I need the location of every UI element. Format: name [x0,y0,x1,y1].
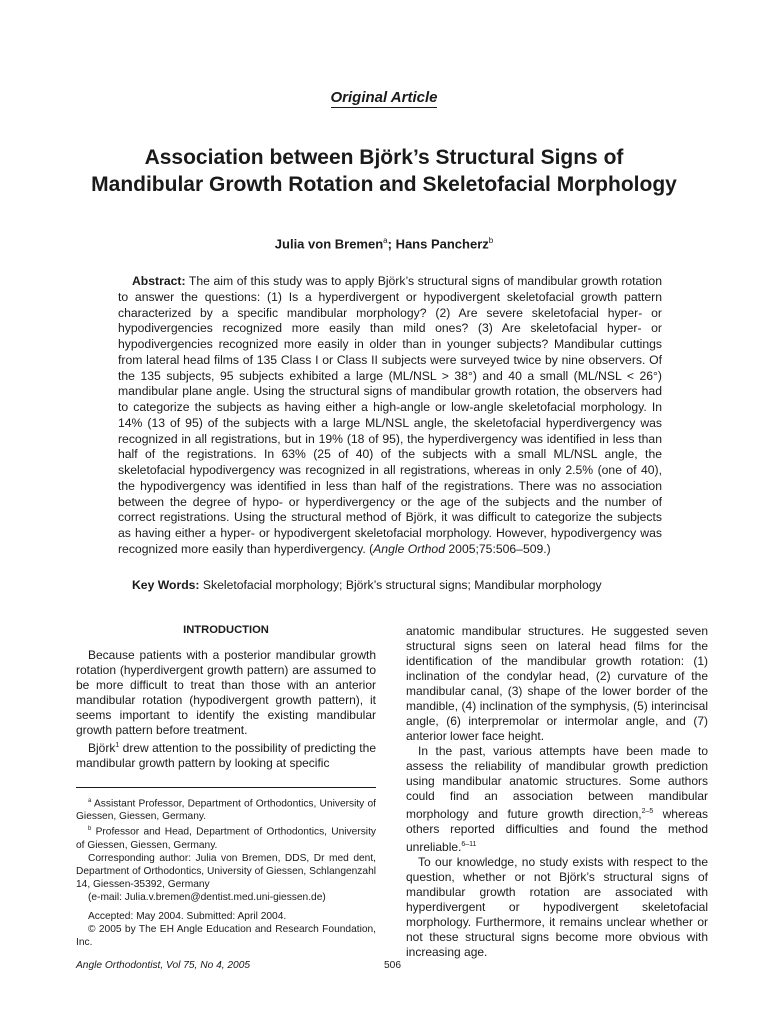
footnote-divider [76,787,376,788]
author-2-affiliation: b [488,236,494,245]
footnote-b-text: Professor and Head, Department of Orthodontics, University of Giessen, Giessen, Germany. [76,826,376,851]
introduction-heading: INTRODUCTION [183,624,269,636]
intro-paragraph-4: To our knowledge, no study exists with respect to the question, whether or not Björk’s structural signs of mandibular growth rotation are associated with hyperdivergent or hypodivergent skeletofacial morphology. Furthermore, it remains unclear whether or not these structural signs become more obvious with increasing age. [406,855,708,959]
keywords-text: Skeletofacial morphology; Björk’s structural signs; Mandibular morphology [199,578,602,592]
intro-paragraph-2-text: drew attention to the possibility of predicting the mandibular growth pattern by looking at specific [76,741,376,770]
author-1: Julia von Bremen [274,236,384,252]
footnote-b-marker: b [88,826,92,833]
intro-paragraph-3-text-2: whereas others reported difficulties and found the method unreliable. [406,807,708,854]
page-number: 506 [384,960,401,971]
section-label-text: Original Article [330,89,438,106]
article-title: Association between Björk’s Structural Signs of Mandibular Growth Rotation and Skeletofacial Morphology [91,146,677,196]
keywords [118,578,662,594]
left-column [76,624,376,771]
footnote-a [76,795,376,823]
corresponding-email: (e-mail: Julia.v.bremen@dentist.med.uni-giessen.de) [88,891,326,903]
abstract-citation: 2005;75:506–509.) [445,541,551,556]
bjork-name: Björk [88,741,116,755]
intro-paragraph-3-text: In the past, various attempts have been made to assess the reliability of mandibular growth prediction using mandibular anatomic structures. Some authors could find an association between mandibular morphology and future growth direction, [406,744,708,821]
intro-paragraph-2-continued: anatomic mandibular structures. He suggested seven structural signs seen on lateral head films for the identification of the mandibular growth rotation: (1) inclination of the condylar head, (2) curvature of the mandibular canal, (3) shape of the lower border of the mandible, (4) inclination of the symphysis, (5) interincisal angle, (6) interpremolar or intermolar angle, and (7) anterior lower face height. [406,624,708,743]
author-separator: ; [387,236,396,252]
abstract-text: The aim of this study was to apply Björk’s structural signs of mandibular growth rotation to answer the questions: (1) Is a hyperdivergent or hypodivergent skeletofacial growth pattern characterized by a specific mandibular morphology? (2) Are severe skeletofacial hyper- or hypodivergencies recognized more easily than mild ones? (3) Are skeletofacial hyper- or hypodivergencies recognized more easily in older than in younger subjects? Mandibular cuttings from lateral head films of 135 Class I or Class II subjects were surveyed twice by nine observers. Of the 135 subjects, 95 subjects exhibited a large (ML/NSL > 38°) and 40 a small (ML/NSL < 26°) mandibular plane angle. Using the structural signs of mandibular growth rotation, the observers had to categorize the subjects as having either a high-angle or low-angle skeletofacial morphology. In 14% (13 of 95) of the subjects with a large ML/NSL angle, the skeletofacial hyperdivergency was recognized in all registrations, but in 19% (18 of 95), the hyperdivergency was identified in less than half of the registrations. In 63% (25 of 40) of the subjects with a small ML/NSL angle, the skeletofacial hypodivergency was recognized in all registrations, whereas in only 2.5% (one of 40), the hypodivergency was identified in less than half of the registrations. There was no association between the degree of hypo- or hyperdivergency or the age of the subjects and the number of correct registrations. Using the structural method of Björk, it was difficult to categorize the subjects as having either a hyper- or hypodivergent skeletofacial morphology. However, hypodivergency was recognized more easily than hyperdivergency. ( [118,274,662,556]
author-2: Hans Pancherz [395,236,489,252]
right-column [406,624,708,960]
section-label [0,89,768,106]
reference-1: 1 [115,742,120,749]
abstract [118,274,662,558]
corresponding-author: Corresponding author: Julia von Bremen, DDS, Dr med dent, Department of Orthodontics, University of Giessen, Schlangenzahl 14, Giessen-35392, Germany [76,852,376,890]
copyright: © 2005 by The EH Angle Education and Research Foundation, Inc. [76,923,376,948]
accepted-date: Accepted: May 2004. Submitted: April 2004. [88,910,287,922]
journal-footer: Angle Orthodontist, Vol 75, No 4, 2005 [76,960,251,971]
footnotes [76,795,376,949]
authors [0,236,768,251]
abstract-label: Abstract: [132,274,186,288]
intro-paragraph-1: Because patients with a posterior mandibular growth rotation (hyperdivergent growth pattern) are assumed to be more difficult to treat than those with an anterior mandibular rotation (hypodivergent growth pattern), it seems important to identify the existing mandibular growth pattern before treatment. [76,648,376,737]
references-2-5: 2–5 [641,808,654,815]
abstract-citation-journal: Angle Orthod [373,541,445,556]
references-6-11: 6–11 [461,841,477,848]
intro-paragraph-3 [406,744,708,855]
footnote-b [76,823,376,851]
author-1-affiliation: a [383,236,388,245]
footnote-a-marker: a [88,798,92,804]
keywords-label: Key Words: [132,578,200,592]
intro-paragraph-2 [76,738,376,771]
footnote-a-text: Assistant Professor, Department of Orthodontics, University of Giessen, Giessen, Germany. [76,798,376,823]
